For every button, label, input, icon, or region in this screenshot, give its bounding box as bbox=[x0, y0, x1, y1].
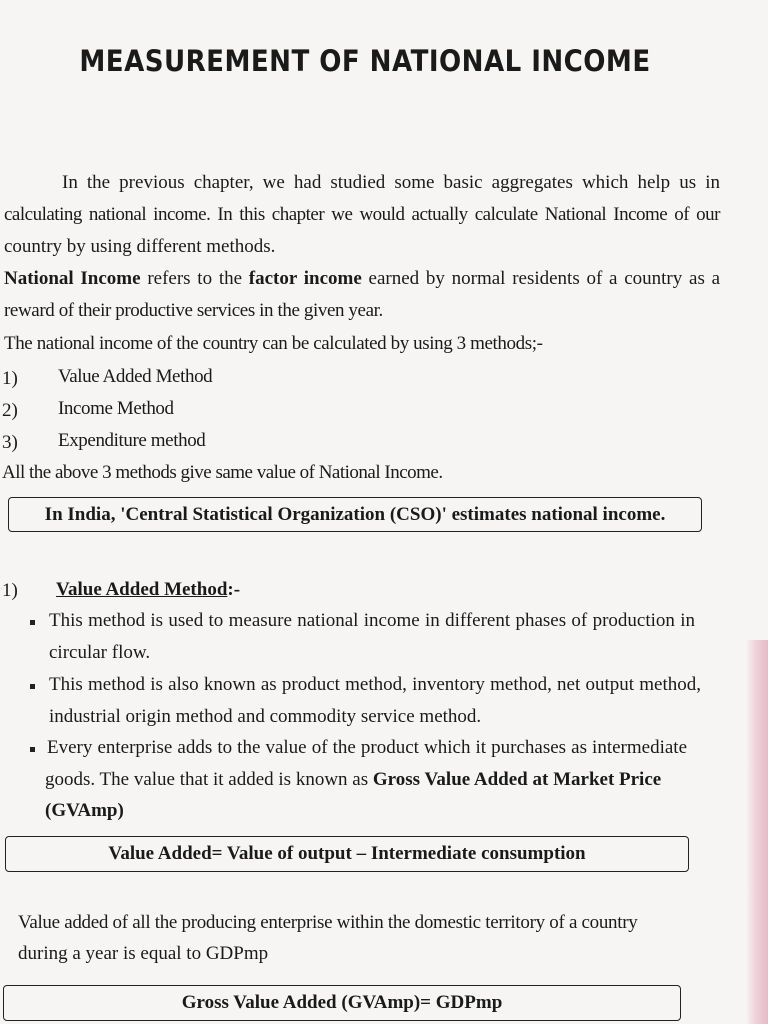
methods-intro: The national income of the country can be calculated by using 3 methods;- bbox=[4, 333, 543, 354]
method-label: Value Added Method bbox=[58, 366, 213, 387]
definition-line-1 bbox=[4, 263, 720, 295]
method-number: 1) bbox=[2, 368, 18, 389]
bullet-icon bbox=[30, 684, 35, 689]
bullet-line: circular flow. bbox=[49, 642, 151, 663]
cso-callout-box: In India, 'Central Statistical Organization (CSO)' estimates national income. bbox=[8, 497, 702, 532]
bullet-line: This method is used to measure national income in different phases of production in bbox=[49, 610, 695, 631]
bullet-line: industrial origin method and commodity service method. bbox=[49, 706, 482, 727]
gdp-paragraph-line-1: Value added of all the producing enterprise within the domestic territory of a country bbox=[18, 912, 638, 933]
intro-line-2: calculating national income. In this chapter we would actually calculate National Income of our bbox=[4, 204, 720, 225]
section-heading-suffix: :- bbox=[227, 579, 241, 600]
bullet-line bbox=[45, 764, 661, 796]
section-heading bbox=[56, 574, 240, 606]
method-number: 2) bbox=[2, 400, 18, 421]
method-number: 3) bbox=[2, 432, 18, 453]
bullet-line: This method is also known as product method, inventory method, net output method, bbox=[49, 674, 701, 695]
section-heading-text: Value Added Method bbox=[56, 579, 228, 600]
gdp-paragraph-line-2: during a year is equal to GDPmp bbox=[18, 943, 269, 964]
bullet-line: Every enterprise adds to the value of the product which it purchases as intermediate bbox=[47, 737, 687, 758]
bullet-icon bbox=[30, 747, 35, 752]
method-label: Expenditure method bbox=[58, 430, 206, 451]
definition-rest: earned by normal residents of a country as a bbox=[361, 268, 721, 289]
intro-line-1: In the previous chapter, we had studied some basic aggregates which help us in bbox=[62, 172, 720, 193]
page-title: MEASUREMENT OF NATIONAL INCOME bbox=[79, 44, 651, 78]
term-gvamp: Gross Value Added at Market Price bbox=[372, 769, 662, 790]
term-national-income: National Income bbox=[4, 268, 141, 289]
definition-mid: refers to the bbox=[140, 268, 249, 289]
method-label: Income Method bbox=[58, 398, 174, 419]
bullet-line: (GVAmp) bbox=[45, 800, 124, 821]
bullet-icon bbox=[30, 620, 35, 625]
same-value-note: All the above 3 methods give same value of National Income. bbox=[2, 462, 443, 483]
definition-line-2: reward of their productive services in the given year. bbox=[4, 300, 383, 321]
term-factor-income: factor income bbox=[248, 268, 362, 289]
formula-box: Value Added= Value of output – Intermediate consumption bbox=[5, 836, 689, 872]
section-number: 1) bbox=[2, 580, 18, 601]
bullet-line-text: goods. The value that it added is known as bbox=[45, 769, 373, 790]
gva-formula-box: Gross Value Added (GVAmp)= GDPmp bbox=[3, 985, 681, 1021]
page-edge-shadow bbox=[746, 640, 768, 1024]
intro-line-3: country by using different methods. bbox=[4, 236, 276, 257]
